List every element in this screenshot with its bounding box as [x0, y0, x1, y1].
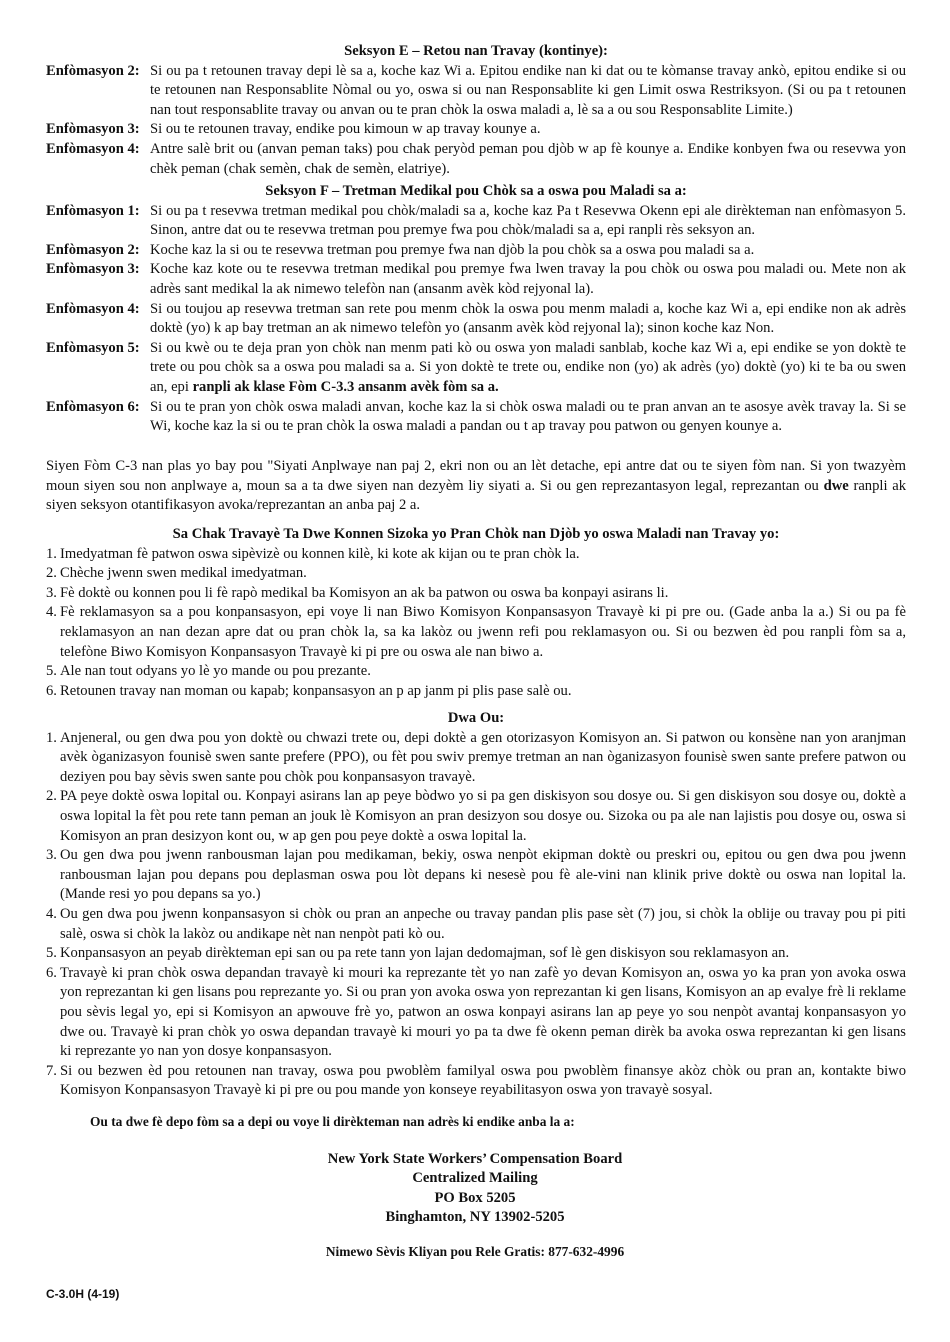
address-line: Binghamton, NY 13902-5205 — [385, 1209, 565, 1226]
worker-should-know-list — [46, 545, 906, 702]
entry-label: Enfòmasyon 5: — [46, 339, 140, 356]
item-number: 2. — [46, 565, 57, 582]
customer-service-phone: Nimewo Sèvis Kliyan pou Rele Gratis: 877-632-4996 — [325, 1244, 625, 1259]
address-line: PO Box 5205 — [434, 1189, 516, 1206]
list-item — [46, 662, 906, 682]
item-number: 1. — [46, 729, 57, 746]
mailing-instruction: Ou ta dwe fè depo fòm sa a depi ou voye li dirèkteman nan adrès ki endike anba la a: — [90, 1114, 575, 1129]
list-item — [46, 1062, 906, 1101]
section-f — [46, 182, 906, 437]
item-number: 3. — [46, 847, 57, 864]
item-number: 4. — [46, 604, 57, 621]
entry-label: Enfòmasyon 2: — [46, 241, 140, 258]
entry-text-bold: ranpli ak klase Fòm C-3.3 ansanm avèk fòm sa a. — [192, 378, 499, 395]
item-number: 6. — [46, 682, 57, 699]
item-text: Retounen travay nan moman ou kapab; konpansasyon an p ap janm pi plis pase salè ou. — [60, 682, 572, 699]
item-text: Travayè ki pran chòk oswa depandan travayè ki mouri ka reprezante tèt yo nan zafè yo devan Komisyon an, oswa yo ka pran yon avoka oswa yon reprezantan ki gen lisans pou reprezante yo. Si ou pran yon avoka oswa yon reprezantan ki gen lisans, Komisyon an ap evalye frè li reklame pou sèvis legal yo, epi si Komisyon an apwouve frè yo, patwon an oswa konpayi asirans lan ap peye yo sou nenpòt avantaj konpansasyon yo dwe ou. Travayè ki pran chòk yo oswa depandan travayè ki mouri yo pa ta dwe fè okenn peman dirèk ba avoka oswa reprezantan ki gen lisans ki reprezante yo nan yon dosye konpansasyon. — [60, 964, 906, 1060]
item-number: 4. — [46, 905, 57, 922]
sign-text-after: ranpli ak siyen seksyon otantifikasyon avoka/reprezantan an anba paj 2 a. — [46, 477, 907, 514]
item-text: Ou gen dwa pou jwenn ranbousman lajan pou medikaman, bekiy, oswa nenpòt ekipman doktè ou preskri ou, epitou ou gen dwa pou jwenn ranbousman lajan pou depans pou deplasman oswa pou lòt depans ki nesesè pou fè ale-vini nan klinik prive doktè ou oswa nan lopital la. (Mande resi yo pou depans sa yo.) — [60, 847, 906, 903]
section-f-entries — [46, 202, 906, 437]
section-e-entry — [46, 120, 906, 140]
list-item — [46, 787, 906, 846]
section-e-entry — [46, 62, 906, 121]
item-number: 5. — [46, 663, 57, 680]
entry-text: Koche kaz kote ou te resevwa tretman medikal pou premye fwa lwen travay la pou chòk ou oswa pou maladi ou. Mete non ak adrès sant medikal la ak nimewo telefòn nan (ansanm avèk kòd rejyonal la). — [150, 261, 906, 297]
form-number: C-3.0H (4-19) — [46, 1287, 120, 1301]
section-e-title: Seksyon E – Retou nan Travay (kontinye): — [344, 43, 608, 59]
section-e-entry — [46, 140, 906, 179]
worker-should-know-title: Sa Chak Travayè Ta Dwe Konnen Sizoka yo Pran Chòk nan Djòb yo oswa Maladi nan Travay yo: — [172, 526, 780, 542]
entry-text-plain: Si ou kwè ou te deja pran yon chòk nan menm pati kò ou oswa yon maladi sanblab, koche kaz Wi a, epi endike se yon doktè te trete ou pou chòk sa a oswa pou maladi sa a. Si yon doktè te trete ou, endike non (yo) ak adrès (yo) doktè (yo) ki te ba ou swen an, epi — [150, 339, 906, 395]
item-number: 7. — [46, 1062, 57, 1079]
item-text: Si ou bezwen èd pou retounen nan travay, oswa pou pwoblèm familyal oswa pou pwoblèm finansye akòz chòk ou pran an, kontakte biwo Komisyon Konpansasyon Travayè ki pi pre ou pou mande yon konseye reyabilitasyon oswa yon travayè sosyal. — [60, 1062, 906, 1099]
signature-instructions — [46, 457, 906, 516]
item-text: Fè doktè ou konnen pou li fè rapò medikal ba Komisyon an ak ba patwon ou oswa ba konpayi asirans li. — [60, 584, 669, 601]
list-item — [46, 846, 906, 905]
entry-text: Si ou pa t resevwa tretman medikal pou chòk/maladi sa a, koche kaz Pa t Resevwa Okenn epi ale dirèkteman nan enfòmasyon 5. Sinon, antre dat ou te resevwa tretman pou premye fwa pou chòk/maladi sa a, epi ranpli rès seksyon an. — [150, 202, 906, 239]
item-number: 1. — [46, 545, 57, 562]
sign-text-before: Siyen Fòm C-3 nan plas yo bay pou "Siyati Anplwaye nan paj 2, ekri non ou an lèt detache, epi antre dat ou te siyen fòm nan. Si yon twazyèm moun siyen sou non anplwaye a, moun sa a ta dwe siyen nan dezyèm liy siyati a. Si ou gen reprezantasyon legal, reprezantan ou — [46, 458, 906, 494]
list-item — [46, 564, 906, 584]
entry-text: Antre salè brit ou (anvan peman taks) pou chak peryòd peman pou djòb w ap fè kounye a. Endike konbyen fwa ou resevwa yon chèk peman (chak semèn, chak de semèn, elatriye). — [150, 140, 906, 177]
item-text: Ou gen dwa pou jwenn konpansasyon si chòk ou pran an anpeche ou travay pandan plis pase sèt (7) jou, si chòk la oblije ou travay pou pi piti salè, oswa si chòk la lakòz ou andikape nèt nan nenpòt pati kò ou. — [60, 905, 906, 942]
entry-text: Si ou te pran yon chòk oswa maladi anvan, koche kaz la si chòk oswa maladi ou te pran anvan an te asosye avèk travay la. Si se Wi, koche kaz la si ou te pran chòk la oswa maladi a pandan ou t ap travay pou patwon ou genyen kounye a. — [150, 398, 906, 435]
entry-label: Enfòmasyon 4: — [46, 300, 140, 317]
your-rights-list — [46, 729, 906, 1101]
section-f-entry — [46, 202, 906, 241]
section-f-entry — [46, 339, 906, 398]
section-f-entry — [46, 398, 906, 437]
address-line: Centralized Mailing — [412, 1170, 538, 1187]
sign-bold-word: dwe — [823, 477, 849, 494]
section-e-entries — [46, 62, 906, 180]
entry-text: Si ou pa t retounen travay depi lè sa a, koche kaz Wi a. Epitou endike nan ki dat ou te kòmanse travay ankò, epitou endike si ou te retounen nan Responsablite Nòmal ou yo, oswa si ou nan Responsablite ki gen Limit oswa Restriksyon. (Si ou pa t retounen nan tout responsablite travay ou anvan ou te pran chòk la oswa maladi a, lè sa a ou sou Responsablite Limite.) — [150, 62, 906, 118]
entry-label: Enfòmasyon 4: — [46, 140, 140, 157]
section-f-entry — [46, 300, 906, 339]
worker-should-know-section — [46, 525, 906, 701]
section-f-entry — [46, 241, 906, 261]
list-item — [46, 944, 906, 964]
entry-text: Si ou te retounen travay, endike pou kimoun w ap travay kounye a. — [150, 121, 541, 138]
item-text: Konpansasyon an peyab dirèkteman epi san ou pa rete tann yon lajan dedomajman, sof lè gen diskisyon sou reklamasyon an. — [60, 945, 790, 962]
entry-text — [150, 339, 906, 398]
list-item — [46, 603, 906, 662]
section-f-title: Seksyon F – Tretman Medikal pou Chòk sa a oswa pou Maladi sa a: — [265, 183, 687, 199]
entry-text: Si ou toujou ap resevwa tretman san rete pou menm chòk la oswa pou menm maladi a, koche kaz Wi a, epi endike non ak adrès doktè (yo) k ap bay tretman an ak nimewo telefòn yo (ansanm avèk kòd rejyonal la); sinon koche kaz Non. — [150, 300, 906, 337]
section-f-entry — [46, 260, 906, 299]
item-text: PA peye doktè oswa lopital ou. Konpayi asirans lan ap peye bòdwo yo si pa gen diskisyon sou dosye ou. Si gen diskisyon sou dosye ou, doktè a oswa lopital la fèt pou rete tann peman an jouk lè Komisyon an pran desizyon sou dosye ou. Sizoka ou pa ale nan lajistis pou dosye ou, oswa si Komisyon an pran desizyon kont ou, w ap gen pou peye doktè a oswa lopital la. — [60, 788, 906, 844]
item-text: Ale nan tout odyans yo lè yo mande ou pou prezante. — [60, 663, 371, 680]
entry-label: Enfòmasyon 3: — [46, 261, 140, 278]
entry-label: Enfòmasyon 2: — [46, 62, 140, 79]
mailing-address — [0, 1150, 950, 1228]
item-number: 3. — [46, 584, 57, 601]
list-item — [46, 905, 906, 944]
item-text: Anjeneral, ou gen dwa pou yon doktè ou chwazi trete ou, depi doktè a gen otorizasyon Komisyon an. Si patwon ou konsène nan yon aranjman avèk òganizasyon founisè swen sante prefere (PPO), ou fèt pou swiv premye tretman an nan òganizasyon founisè swen sante prefere patwon ou deziyen pou bay sèvis swen sante pou chòk pou konpansasyon travayè. — [60, 729, 906, 785]
item-number: 2. — [46, 788, 57, 805]
list-item — [46, 729, 906, 788]
entry-label: Enfòmasyon 3: — [46, 121, 140, 138]
entry-text: Koche kaz la si ou te resevwa tretman pou premye fwa nan djòb la pou chòk sa a oswa pou maladi sa a. — [150, 241, 755, 258]
list-item — [46, 964, 906, 1062]
your-rights-section — [46, 709, 906, 1101]
your-rights-title: Dwa Ou: — [447, 710, 505, 726]
list-item — [46, 584, 906, 604]
item-text: Chèche jwenn swen medikal imedyatman. — [60, 565, 307, 582]
list-item — [46, 545, 906, 565]
item-text: Fè reklamasyon sa a pou konpansasyon, epi voye li nan Biwo Komisyon Konpansasyon Travayè ki pi pre ou. (Gade anba la a.) Si ou pa fè reklamasyon an nan dezan apre dat ou pran chòk la, sa ka lakòz ou jwenn refi pou reklamasyon ou. Si ou bezwen èd pou ranpli fòm sa a, telefòne Biwo Komisyon Konpansasyon Travayè ki pi pre ou oswa ale nan biwo a. — [60, 604, 906, 660]
item-number: 5. — [46, 945, 57, 962]
entry-label: Enfòmasyon 1: — [46, 202, 140, 219]
list-item — [46, 682, 906, 702]
item-number: 6. — [46, 964, 57, 981]
item-text: Imedyatman fè patwon oswa sipèvizè ou konnen kilè, ki kote ak kijan ou te pran chòk la. — [60, 545, 580, 562]
address-line: New York State Workers’ Compensation Board — [327, 1151, 623, 1167]
section-e — [46, 42, 906, 179]
entry-label: Enfòmasyon 6: — [46, 398, 140, 415]
